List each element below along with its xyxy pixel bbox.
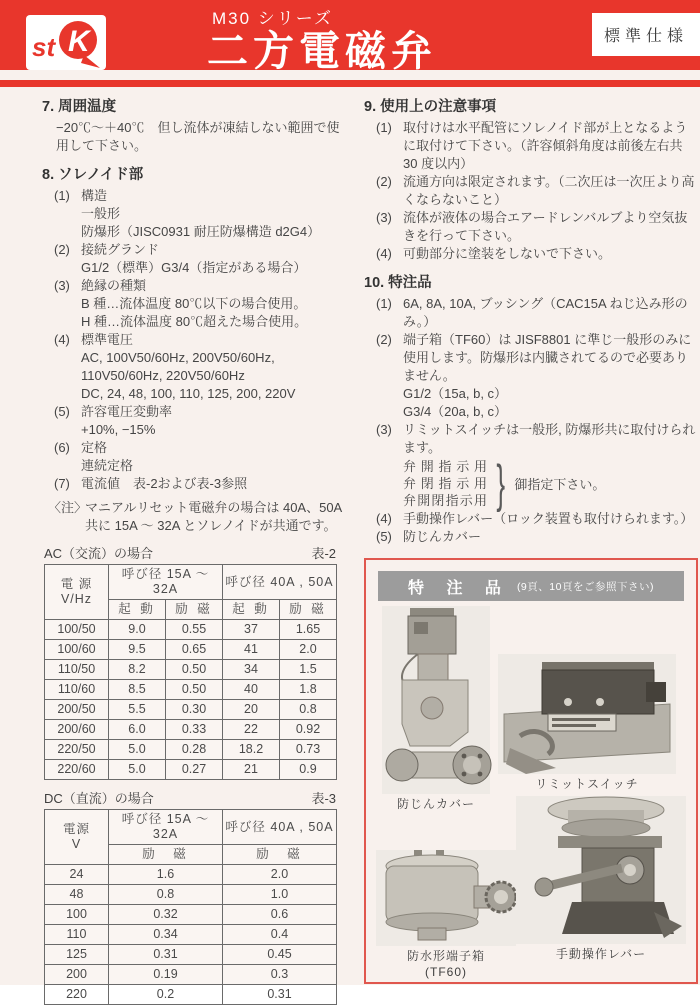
spec-label: 標準仕様 <box>592 13 700 56</box>
item-subtext: 防爆形（JISC0931 耐圧防爆構造 d2G4） <box>81 224 321 239</box>
item-number: (4) <box>54 332 70 347</box>
table-cell: 200/50 <box>45 700 109 720</box>
item-number: (5) <box>54 404 70 419</box>
limit-switch-caption: リミットスイッチ <box>535 777 639 791</box>
item-text: 取付けは水平配管にソレノイド部が上となるように取付けて下さい。（許容傾斜角度は前後左右共 30 度以内） <box>403 120 688 171</box>
table-cell: 2.0 <box>223 865 337 885</box>
item-subtext: B 種…流体温度 80℃以下の場合使用。 <box>81 296 307 311</box>
special-items-note: (9頁、10頁をご参照下さい) <box>516 580 654 593</box>
table-row <box>45 905 337 925</box>
table-cell: 0.34 <box>109 925 223 945</box>
table-cell: 110/50 <box>45 660 109 680</box>
valve-indicator-options <box>403 454 698 513</box>
ac-power-header-line2: V/Hz <box>60 592 93 606</box>
table-row <box>45 640 337 660</box>
item-subtext: 一般形 <box>81 206 121 221</box>
item-number: (1) <box>54 188 70 203</box>
table-cell: 8.5 <box>109 680 166 700</box>
table-cell: 5.5 <box>109 700 166 720</box>
item-number: (3) <box>54 278 70 293</box>
table-cell: 5.0 <box>109 740 166 760</box>
table-row <box>45 660 337 680</box>
item-text: 接続グランド <box>81 242 160 257</box>
dc-sub-header: 励 磁 <box>109 845 223 865</box>
table-cell: 0.33 <box>166 720 223 740</box>
dc-table-head <box>45 810 337 865</box>
manual-lever-caption: 手動操作レバー <box>555 947 647 961</box>
table-cell: 125 <box>45 945 109 965</box>
table-cell: 110 <box>45 925 109 945</box>
item-subtext: G1/2（15a, b, c） <box>403 386 508 401</box>
item-subtext: +10%, −15% <box>81 422 156 437</box>
list-item <box>54 403 350 421</box>
table-row <box>45 620 337 640</box>
dc-group1-header: 呼び径 15A 〜 32A <box>109 810 223 845</box>
table-cell: 220/50 <box>45 740 109 760</box>
item-text: 可動部分に塗装をしないで下さい。 <box>403 246 612 261</box>
ac-power-header-line1: 電 源 <box>60 577 93 591</box>
table-cell: 0.31 <box>223 985 337 1005</box>
item-subtext: G1/2（標準）G3/4（指定がある場合） <box>81 260 307 275</box>
brand-logo <box>26 15 106 70</box>
list-item <box>376 245 698 263</box>
table-cell: 100/50 <box>45 620 109 640</box>
table-cell: 9.5 <box>109 640 166 660</box>
dc-caption-text: DC（直流）の場合 <box>44 791 154 806</box>
terminal-box-caption-line2: (TF60) <box>425 965 467 979</box>
page-title: 二方電磁弁 <box>207 28 437 74</box>
item-number: (2) <box>376 174 392 189</box>
item-number: (5) <box>376 529 392 544</box>
table-cell: 0.50 <box>166 680 223 700</box>
table-cell: 48 <box>45 885 109 905</box>
table-cell: 0.27 <box>166 760 223 780</box>
table-cell: 0.31 <box>109 945 223 965</box>
header-banner <box>0 0 700 74</box>
right-column <box>362 95 698 1005</box>
table-row <box>45 985 337 1005</box>
ac-power-header <box>45 565 109 620</box>
ac-caption-text: AC（交流）の場合 <box>44 546 154 561</box>
table-cell: 1.8 <box>280 680 337 700</box>
table-cell: 8.2 <box>109 660 166 680</box>
option-line: 弁閉指示用 <box>403 476 487 491</box>
table-cell: 0.6 <box>223 905 337 925</box>
list-item <box>376 331 698 385</box>
option-line: 弁開閉指示用 <box>403 493 487 508</box>
ac-group1-header: 呼び径 15A 〜 32A <box>109 565 223 600</box>
list-item <box>376 510 698 528</box>
option-line: 弁開指示用 <box>403 459 487 474</box>
table-cell: 18.2 <box>223 740 280 760</box>
table-cell: 2.0 <box>280 640 337 660</box>
table-header-row <box>45 565 337 600</box>
table-row <box>45 740 337 760</box>
item-number: (1) <box>376 120 392 135</box>
table-row <box>45 925 337 945</box>
section-8-heading: 8. ソレノイド部 <box>42 167 144 183</box>
special-items-title: 特 注 品 <box>408 579 510 597</box>
table-row <box>45 885 337 905</box>
table-cell: 0.3 <box>223 965 337 985</box>
table-cell: 5.0 <box>109 760 166 780</box>
table-row <box>45 720 337 740</box>
table-cell: 41 <box>223 640 280 660</box>
ac-sub-header: 励 磁 <box>280 600 337 620</box>
special-items-box <box>364 558 698 984</box>
table-cell: 1.6 <box>109 865 223 885</box>
list-item <box>376 173 698 209</box>
section-10-heading: 10. 特注品 <box>364 275 432 291</box>
list-item <box>54 241 350 259</box>
table-cell: 6.0 <box>109 720 166 740</box>
dc-group2-header: 呼び径 40A , 50A <box>223 810 337 845</box>
item-text: 定格 <box>81 440 108 455</box>
footnote-text: マニアルリセット電磁弁の場合は 40A、50A 共に 15A 〜 32A とソレノイドが共通です。 <box>85 500 342 533</box>
dc-table-body <box>45 865 337 1005</box>
manual-lever-photo <box>514 794 688 946</box>
limit-switch-figure <box>494 652 680 792</box>
item-number: (2) <box>54 242 70 257</box>
list-item <box>376 295 698 331</box>
dust-cover-caption: 防じんカバー <box>396 797 475 811</box>
ac-sub-header: 起 動 <box>109 600 166 620</box>
item-number: (3) <box>376 210 392 225</box>
ac-table-head <box>45 565 337 620</box>
table-row <box>45 680 337 700</box>
footnote <box>48 499 350 535</box>
dc-power-header <box>45 810 109 865</box>
table-cell: 0.45 <box>223 945 337 965</box>
item-number: (4) <box>376 511 392 526</box>
item-text: 構造 <box>81 188 108 203</box>
limit-switch-photo <box>496 652 678 776</box>
table-cell: 24 <box>45 865 109 885</box>
item-number: (3) <box>376 422 392 437</box>
section-9-heading: 9. 使用上の注意事項 <box>364 99 497 115</box>
ac-current-table <box>44 564 337 780</box>
ac-table-caption <box>44 543 336 562</box>
svg-text:K: K <box>68 25 90 58</box>
table-cell: 0.73 <box>280 740 337 760</box>
terminal-box-caption-line1: 防水形端子箱 <box>406 949 485 963</box>
table-cell: 0.8 <box>280 700 337 720</box>
table-cell: 0.28 <box>166 740 223 760</box>
table-cell: 22 <box>223 720 280 740</box>
ac-table-ref: 表-2 <box>311 546 336 561</box>
ac-table-body <box>45 620 337 780</box>
table-cell: 0.9 <box>280 760 337 780</box>
brace-glyph: } <box>496 454 506 513</box>
brace-note: 御指定下さい。 <box>514 477 606 492</box>
dc-sub-header: 励 磁 <box>223 845 337 865</box>
table-cell: 220 <box>45 985 109 1005</box>
table-cell: 1.65 <box>280 620 337 640</box>
table-cell: 40 <box>223 680 280 700</box>
dc-table-caption <box>44 788 336 807</box>
list-item <box>376 421 698 457</box>
table-cell: 0.2 <box>109 985 223 1005</box>
list-item <box>54 475 350 493</box>
special-items-title-bar <box>378 571 684 601</box>
list-item <box>376 209 698 245</box>
table-cell: 37 <box>223 620 280 640</box>
table-cell: 0.30 <box>166 700 223 720</box>
table-cell: 21 <box>223 760 280 780</box>
table-cell: 110/60 <box>45 680 109 700</box>
ac-sub-header: 励 磁 <box>166 600 223 620</box>
content-columns <box>0 87 700 1005</box>
ac-sub-header: 起 動 <box>223 600 280 620</box>
item-number: (6) <box>54 440 70 455</box>
list-item <box>54 277 350 295</box>
item-text: リミットスイッチは一般形, 防爆形共に取付けられます。 <box>403 422 696 455</box>
list-item <box>376 119 698 173</box>
item-text: 電流値 表-2および表-3参照 <box>81 476 248 491</box>
table-cell: 34 <box>223 660 280 680</box>
item-number: (1) <box>376 296 392 311</box>
item-number: (7) <box>54 476 70 491</box>
series-label: M30 シリーズ <box>212 9 333 28</box>
terminal-box-figure <box>372 848 520 980</box>
table-header-row <box>45 810 337 845</box>
dc-current-table <box>44 809 337 1005</box>
item-text: 流体が液体の場合エアードレンバルブより空気抜きを行って下さい。 <box>403 210 688 243</box>
table-cell: 0.32 <box>109 905 223 925</box>
table-cell: 200/60 <box>45 720 109 740</box>
table-cell: 220/60 <box>45 760 109 780</box>
table-cell: 0.50 <box>166 660 223 680</box>
ac-group2-header: 呼び径 40A , 50A <box>223 565 337 600</box>
table-row <box>45 760 337 780</box>
dc-power-header-line1: 電源 <box>62 822 90 836</box>
item-text: 許容電圧変動率 <box>81 404 173 419</box>
item-text: 防じんカバー <box>403 529 482 544</box>
item-number: (2) <box>376 332 392 347</box>
table-cell: 0.55 <box>166 620 223 640</box>
table-cell: 0.8 <box>109 885 223 905</box>
table-cell: 0.19 <box>109 965 223 985</box>
table-cell: 0.65 <box>166 640 223 660</box>
item-subtext: AC, 100V50/60Hz, 200V50/60Hz, 110V50/60Hz, 220V50/60Hz <box>81 350 275 383</box>
header-rule <box>0 80 700 87</box>
item-text: 標準電圧 <box>81 332 134 347</box>
table-cell: 0.92 <box>280 720 337 740</box>
table-cell: 20 <box>223 700 280 720</box>
manual-lever-figure <box>512 794 690 962</box>
list-item <box>54 331 350 349</box>
section-7-heading: 7. 周囲温度 <box>42 99 117 115</box>
item-text: 流通方向は限定されます。（二次圧は一次圧より高くならないこと） <box>403 174 695 207</box>
table-cell: 100/60 <box>45 640 109 660</box>
item-subtext: G3/4（20a, b, c） <box>403 404 508 419</box>
table-row <box>45 700 337 720</box>
table-row <box>45 865 337 885</box>
dust-cover-photo <box>380 604 492 796</box>
dc-table-ref: 表-3 <box>311 791 336 806</box>
table-cell: 9.0 <box>109 620 166 640</box>
item-subtext: 連続定格 <box>81 458 134 473</box>
item-text: 手動操作レバー（ロック装置も取付けられます。） <box>403 511 694 526</box>
footnote-label: 〈注〉 <box>48 500 88 515</box>
list-item <box>376 528 698 546</box>
table-cell: 0.4 <box>223 925 337 945</box>
brand-logo-icon <box>26 15 106 70</box>
dust-cover-figure <box>378 604 494 812</box>
item-subtext: DC, 24, 48, 100, 110, 125, 200, 220V <box>81 386 296 401</box>
item-number: (4) <box>376 246 392 261</box>
dc-power-header-line2: V <box>71 837 82 851</box>
item-subtext: H 種…流体温度 80℃超えた場合使用。 <box>81 314 308 329</box>
terminal-box-photo <box>374 848 518 948</box>
table-cell: 100 <box>45 905 109 925</box>
table-cell: 200 <box>45 965 109 985</box>
list-item <box>54 439 350 457</box>
item-text: 端子箱（TF60）は JISF8801 に準じ一般形のみに使用します。防爆形は内臓されてるので必要ありません。 <box>403 332 692 383</box>
item-text: 6A, 8A, 10A, ブッシング（CAC15A ねじ込み形のみ。） <box>403 296 688 329</box>
section-7-body: −20℃〜＋40℃ 但し流体が凍結しない範囲で使用して下さい。 <box>56 120 340 153</box>
option-lines <box>403 458 487 509</box>
list-item <box>54 187 350 205</box>
svg-text:st: st <box>32 32 56 62</box>
table-row <box>45 945 337 965</box>
left-column <box>40 95 350 1005</box>
table-row <box>45 965 337 985</box>
item-text: 絶縁の種類 <box>81 278 147 293</box>
table-cell: 1.0 <box>223 885 337 905</box>
table-cell: 1.5 <box>280 660 337 680</box>
